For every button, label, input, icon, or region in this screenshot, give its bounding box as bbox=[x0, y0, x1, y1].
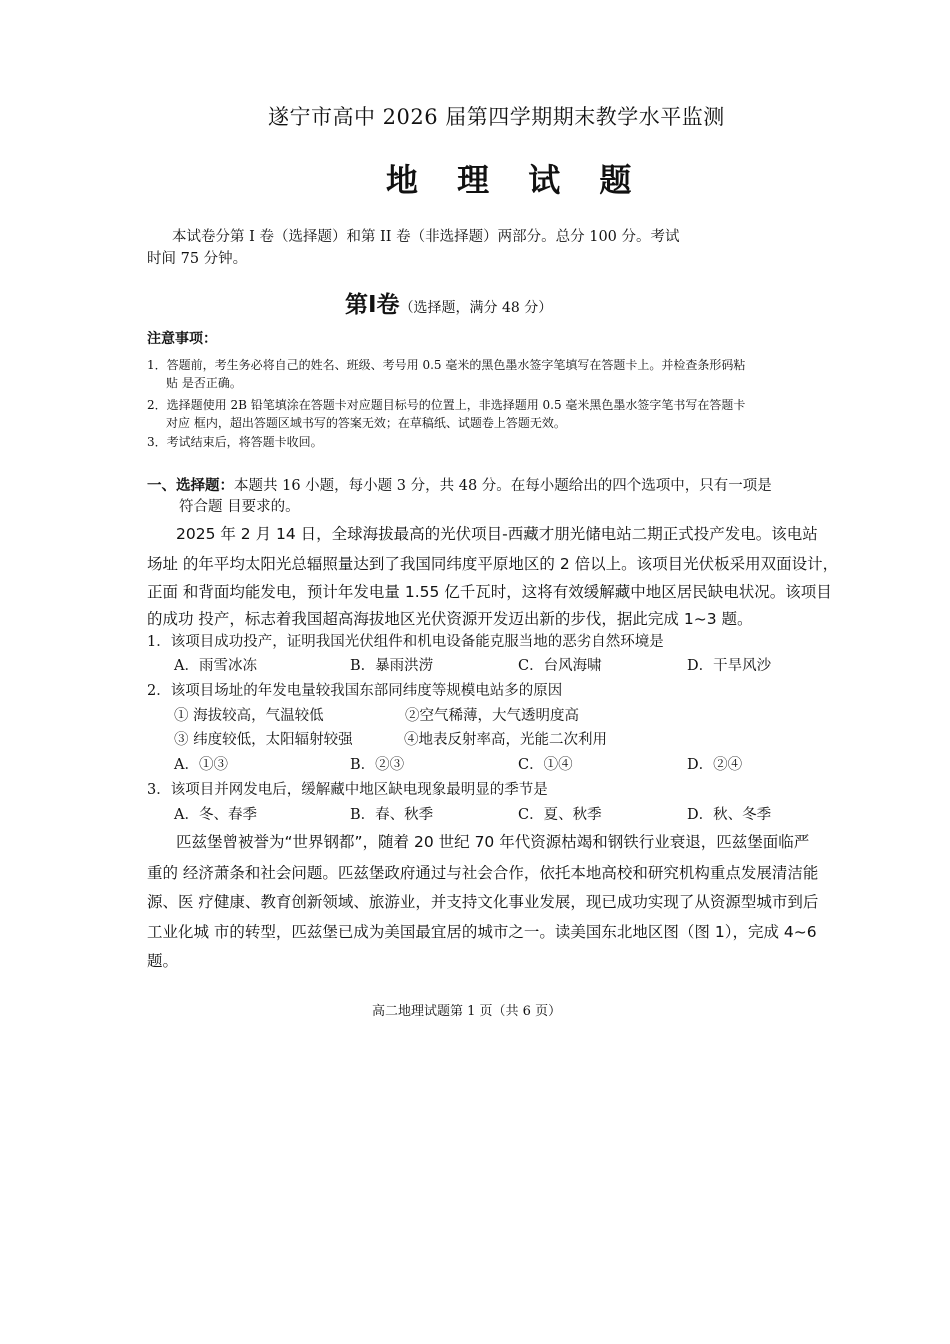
notice-item: 3．考试结束后，将答题卡收回。 bbox=[147, 435, 323, 449]
notice-item: 2．选择题使用 2B 铅笔填涂在答题卡对应题目标号的位置上，非选择题用 0.5 毫米黑色墨水签字笔书写在答题卡 bbox=[147, 398, 746, 412]
intro-line-2: 时间 75 分钟。 bbox=[147, 251, 248, 267]
part-one-desc-2: 符合题 目要求的。 bbox=[179, 499, 300, 515]
question-2-statement-1: ① 海拔较高，气温较低 bbox=[174, 708, 324, 724]
question-3-choice-c: C．夏、秋季 bbox=[518, 807, 602, 823]
question-1-stem: 1．该项目成功投产，证明我国光伏组件和机电设备能克服当地的恶劣自然环境是 bbox=[147, 634, 664, 650]
intro-line-1: 本试卷分第 I 卷（选择题）和第 II 卷（非选择题）两部分。总分 100 分。考试 bbox=[172, 229, 680, 245]
question-1-choice-b: B．暴雨洪涝 bbox=[350, 658, 434, 674]
part-one-heading bbox=[147, 474, 772, 495]
passage-2-line: 工业化城 市的转型，匹兹堡已成为美国最宜居的城市之一。读美国东北地区图（图 1），完成 4~6 bbox=[147, 923, 817, 941]
question-2-choice-b: B．②③ bbox=[350, 757, 405, 773]
page-title: 地 理 试 题 bbox=[386, 161, 646, 199]
question-3-choice-d: D．秋、冬季 bbox=[687, 807, 772, 823]
question-2-stem: 2．该项目场址的年发电量较我国东部同纬度等规模电站多的原因 bbox=[147, 683, 563, 699]
part-one-label: 一、选择题： bbox=[147, 478, 234, 494]
passage-1-line: 2025 年 2 月 14 日，全球海拔最高的光伏项目-西藏才朋光储电站二期正式投产发电。该电站 bbox=[176, 525, 818, 543]
passage-1-line: 正面 和背面均能发电，预计年发电量 1.55 亿千瓦时，这将有效缓解藏中地区居民缺电状况。该项目 bbox=[147, 583, 832, 601]
passage-1-line: 场址 的年平均太阳光总辐照量达到了我国同纬度平原地区的 2 倍以上。该项目光伏板采用双面设计， bbox=[147, 555, 839, 573]
exam-header: 遂宁市高中 2026 届第四学期期末教学水平监测 bbox=[268, 105, 725, 129]
question-3-choice-a: A．冬、春季 bbox=[174, 807, 257, 823]
question-2-statement-4: ④地表反射率高，光能二次利用 bbox=[404, 732, 607, 748]
section-heading bbox=[345, 286, 552, 319]
notice-item: 对应 框内，超出答题区域书写的答案无效；在草稿纸、试题卷上答题无效。 bbox=[166, 416, 566, 430]
passage-2-line: 重的 经济萧条和社会问题。匹兹堡政府通过与社会合作，依托本地高校和研究机构重点发展清洁能 bbox=[147, 864, 819, 882]
notice-item: 贴 是否正确。 bbox=[166, 376, 242, 390]
section-desc: （选择题，满分 48 分） bbox=[399, 300, 553, 316]
passage-2-line: 匹兹堡曾被誉为“世界钢都”，随着 20 世纪 70 年代资源枯竭和钢铁行业衰退，匹兹堡面临严 bbox=[176, 833, 810, 851]
notice-item: 1．答题前，考生务必将自己的姓名、班级、考号用 0.5 毫米的黑色墨水签字笔填写在答题卡上。并检查条形码粘 bbox=[147, 358, 746, 372]
passage-2-line: 源、医 疗健康、教育创新领域、旅游业，并支持文化事业发展，现已成功实现了从资源型城市到后 bbox=[147, 893, 819, 911]
part-one-desc: 本题共 16 小题，每小题 3 分，共 48 分。在每小题给出的四个选项中，只有一项是 bbox=[234, 478, 772, 494]
passage-1-line: 的成功 投产，标志着我国超高海拔地区光伏资源开发迈出新的步伐，据此完成 1~3 题。 bbox=[147, 610, 753, 628]
question-2-statement-2: ②空气稀薄，大气透明度高 bbox=[405, 708, 579, 724]
question-2-statement-3: ③ 纬度较低，太阳辐射较强 bbox=[174, 732, 353, 748]
page-footer: 高二地理试题第 1 页（共 6 页） bbox=[372, 1004, 562, 1019]
question-3-choice-b: B．春、秋季 bbox=[350, 807, 434, 823]
question-1-choice-d: D．干旱风沙 bbox=[687, 658, 772, 674]
question-2-choice-c: C．①④ bbox=[518, 757, 573, 773]
section-label: 第Ⅰ卷 bbox=[345, 292, 400, 318]
notice-heading: 注意事项： bbox=[147, 331, 217, 347]
question-1-choice-c: C．台风海啸 bbox=[518, 658, 602, 674]
passage-2-line: 题。 bbox=[147, 952, 179, 970]
question-3-stem: 3．该项目并网发电后，缓解藏中地区缺电现象最明显的季节是 bbox=[147, 782, 548, 798]
question-1-choice-a: A．雨雪冰冻 bbox=[174, 658, 257, 674]
question-2-choice-a: A．①③ bbox=[174, 757, 228, 773]
question-2-choice-d: D．②④ bbox=[687, 757, 743, 773]
